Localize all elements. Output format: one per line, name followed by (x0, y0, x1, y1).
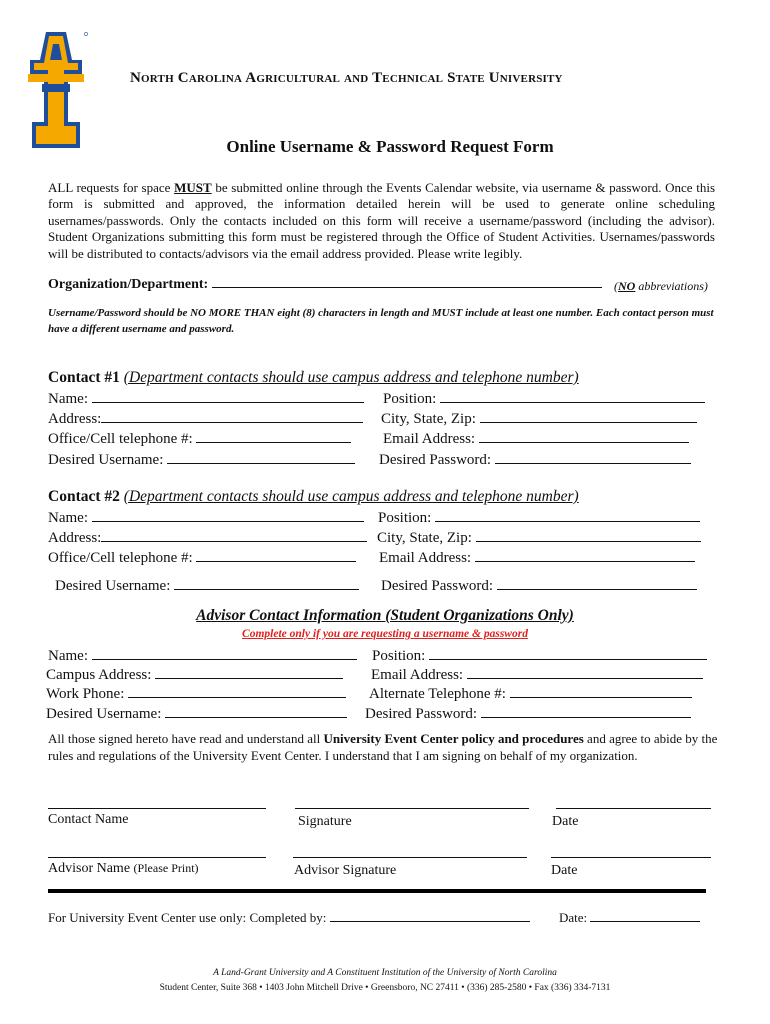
advisor-name-label: Advisor Name (Please Print) (48, 861, 199, 876)
no-abbreviations-note: (NO abbreviations) (614, 279, 708, 293)
contact2-phone-field[interactable]: Office/Cell telephone #: (48, 549, 356, 567)
contact2-heading: Contact #2 (Department contacts should use campus address and telephone number) (48, 488, 579, 505)
agreement-paragraph: All those signed hereto have read and understand all University Event Center policy and procedures and agree to abide by the rules and regulations of the University Event Center. I understand that I am signing on behalf of my organization. (48, 731, 718, 763)
intro-paragraph: ALL requests for space MUST be submitted online through the Events Calendar website, via username & password. Once this form is submitted and approved, the information detailed herein will be used to generate online scheduling usernames/passwords. Only the contacts included on this form will receive a username/password (including the advisor). Student Organizations submitting this form must be registered through the Office of Student Activities. Usernames/passwords will be distributed to contacts/advisors via the email address provided. Please write legibly. (48, 180, 715, 261)
date-line-1[interactable] (556, 808, 711, 809)
advisor-campus-address-field[interactable]: Campus Address: (46, 666, 343, 684)
form-title: Online Username & Password Request Form (226, 137, 554, 156)
contact-name-label: Contact Name (48, 812, 129, 827)
office-use-completed-by[interactable]: For University Event Center use only: Completed by: (48, 910, 530, 926)
organization-field[interactable]: Organization/Department: (48, 277, 602, 293)
university-logo (20, 30, 92, 150)
contact2-address-field[interactable]: Address: (48, 529, 367, 547)
office-use-date[interactable]: Date: (559, 910, 700, 926)
contact1-email-field[interactable]: Email Address: (383, 430, 689, 448)
advisor-signature-line[interactable] (293, 857, 527, 858)
advisor-username-field[interactable]: Desired Username: (46, 705, 347, 723)
advisor-position-field[interactable]: Position: (372, 647, 707, 665)
advisor-signature-label: Advisor Signature (294, 863, 397, 878)
advisor-name-line[interactable] (48, 857, 266, 858)
advisor-name-field[interactable]: Name: (48, 647, 357, 665)
footer-institution-line: A Land-Grant University and A Constituent Institution of the University of North Carolina (213, 968, 557, 978)
contact-name-line[interactable] (48, 808, 266, 809)
footer-address-line: Student Center, Suite 368 • 1403 John Mitchell Drive • Greensboro, NC 27411 • (336) 285-2580 • Fax (336) 334-7131 (159, 983, 611, 993)
contact1-city-field[interactable]: City, State, Zip: (381, 410, 697, 428)
contact1-heading: Contact #1 (Department contacts should use campus address and telephone number) (48, 369, 579, 386)
contact1-username-field[interactable]: Desired Username: (48, 451, 355, 469)
username-rules-note: Username/Password should be NO MORE THAN eight (8) characters in length and MUST include at least one number. Each contact person must have a different username and password. (48, 307, 714, 335)
date-label-1: Date (552, 814, 579, 829)
contact2-name-field[interactable]: Name: (48, 509, 364, 527)
contact2-username-field[interactable]: Desired Username: (55, 577, 359, 595)
university-name: North Carolina Agricultural and Technical State University (130, 70, 563, 86)
contact1-name-field[interactable]: Name: (48, 390, 364, 408)
contact2-password-field[interactable]: Desired Password: (381, 577, 697, 595)
date-label-2: Date (551, 863, 578, 878)
advisor-work-phone-field[interactable]: Work Phone: (46, 685, 346, 703)
date-line-2[interactable] (551, 857, 711, 858)
signature-label: Signature (298, 814, 352, 829)
advisor-heading: Advisor Contact Information (Student Organizations Only) (196, 607, 574, 624)
signature-line[interactable] (295, 808, 529, 809)
advisor-password-field[interactable]: Desired Password: (365, 705, 691, 723)
contact2-position-field[interactable]: Position: (378, 509, 700, 527)
contact1-position-field[interactable]: Position: (383, 390, 705, 408)
contact2-email-field[interactable]: Email Address: (379, 549, 695, 567)
contact1-address-field[interactable]: Address: (48, 410, 363, 428)
advisor-email-field[interactable]: Email Address: (371, 666, 703, 684)
contact2-city-field[interactable]: City, State, Zip: (377, 529, 701, 547)
divider-bar (48, 889, 706, 893)
advisor-alt-phone-field[interactable]: Alternate Telephone #: (369, 685, 692, 703)
advisor-subheading: Complete only if you are requesting a username & password (242, 628, 528, 640)
contact1-password-field[interactable]: Desired Password: (379, 451, 691, 469)
contact1-phone-field[interactable]: Office/Cell telephone #: (48, 430, 351, 448)
